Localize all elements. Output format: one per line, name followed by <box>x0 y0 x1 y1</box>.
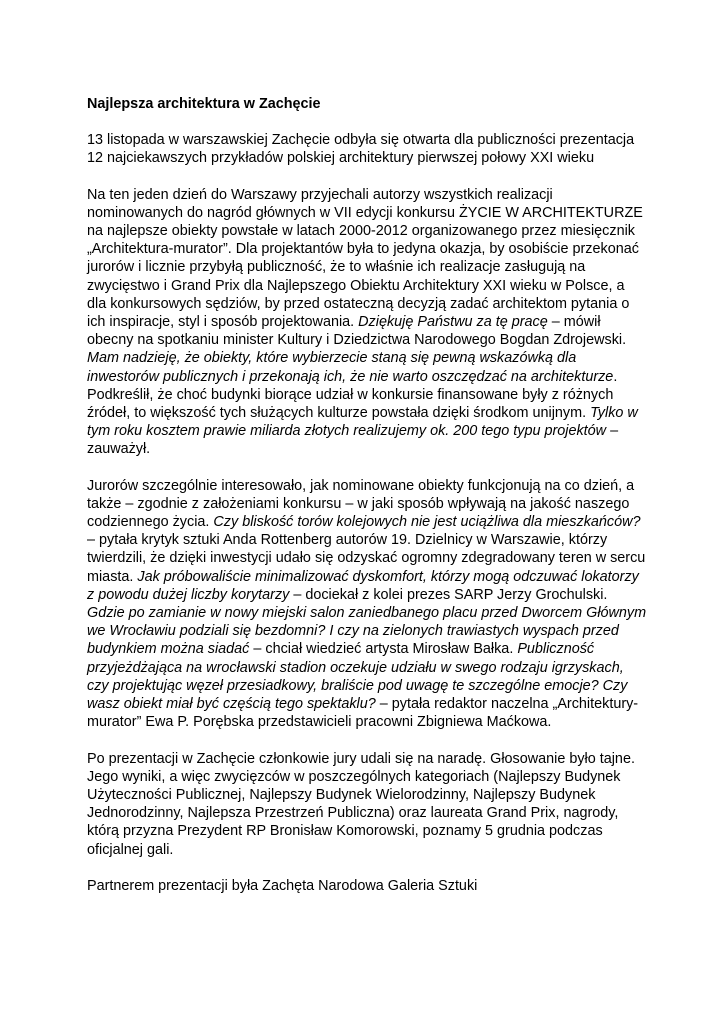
text-run: – dociekał z kolei prezes SARP Jerzy Grochulski. <box>289 586 608 603</box>
article-title: Najlepsza architektura w Zachęcie <box>87 96 321 112</box>
text-run: . Podkreślił, że choć budynki biorące udział w konkursie finansowane były z różnych źródeł, to większość tych służących kulturze powstała dzięki środkom unijnym. <box>87 368 618 422</box>
quote-run: Czy bliskość torów kolejowych nie jest uciążliwa dla mieszkańców? <box>213 514 641 531</box>
text-run: – mówił obecny na spotkaniu minister Kultury i Dziedzictwa Narodowego Bogdan Zdrojewski. <box>87 314 627 349</box>
quote-run: Mam nadzieję, że obiekty, które wybierzecie staną się pewną wskazówką dla inwestorów publicznych i przekonają ich, że nie warto oszczędzać na architekturze <box>87 350 614 385</box>
paragraph-intro: 13 listopada w warszawskiej Zachęcie odbyła się otwarta dla publiczności prezentacja 12 najciekawszych przykładów polskiej architektury pierwszej połowy XXI wieku <box>87 132 635 167</box>
text-run: Jurorów szczególnie interesowało, jak nominowane obiekty funkcjonują na co dzień, a także – zgodnie z założeniami konkursu – w jaki sposób wpływają na jakość naszego codziennego życia. <box>87 477 635 531</box>
quote-run: Gdzie po zamianie w nowy miejski salon zaniedbanego placu przed Dworcem Głównym we Wrocławiu podziali się bezdomni? I czy na zielonych trawiastych wyspach przed budynkiem można siadać <box>87 605 647 658</box>
paragraph-jurors <box>87 477 647 732</box>
quote-run: Publiczność przyjeżdżająca na wrocławski stadion oczekuje udziału w swego rodzaju igrzyskach, czy projektując węzeł przesiadkowy, braliście pod uwagę te szczególne emocje? Czy wasz obiekt miał być częścią tego spektaklu? <box>87 641 628 713</box>
quote-run: Jak próbowaliście minimalizować dyskomfort, którzy mogą odczuwać lokatorzy z powodu dużej liczby korytarzy <box>87 568 639 603</box>
paragraph-results: Po prezentacji w Zachęcie członkowie jury udali się na naradę. Głosowanie było tajne. Jego wyniki, a więc zwycięzców w poszczególnych kategoriach (Najlepszy Budynek Użyteczności Publicznej, Najlepszy Budynek Wielorodzinny, Najlepszy Budynek Jednorodzinny, Najlepsza Przestrzeń Publiczna) oraz laureata Grand Prix, nagrody, którą przyzna Prezydent RP Bronisław Komorowski, poznamy 5 grudnia podczas oficjalnej gali. <box>87 750 635 858</box>
paragraph-authors <box>87 186 647 459</box>
text-run: – zauważył. <box>87 423 619 458</box>
text-run: Na ten jeden dzień do Warszawy przyjechali autorzy wszystkich realizacji nominowanych do nagród głównych w VII edycji konkursu ŻYCIE W ARCHITEKTURZE na najlepsze obiekty powstałe w latach 2000-2012 organizowanego przez miesięcznik „Architektura-murator”. Dla projektantów była to jedyna okazja, by osobiście przekonać jurorów i licznie przybyłą publiczność, że to właśnie ich realizacje zasługują na zwycięstwo i Grand Prix dla Najlepszego Obiektu Architektury XXI wieku w Polsce, a dla konkursowych sędziów, by przed ostateczną decyzją zadać architektom pytania o ich inspiracje, styl i sposób projektowania. <box>87 186 643 331</box>
paragraph-partner: Partnerem prezentacji była Zachęta Narodowa Galeria Sztuki <box>87 877 478 894</box>
quote-run: Tylko w tym roku kosztem prawie miliarda złotych realizujemy ok. 200 tego typu projektów <box>87 405 638 440</box>
text-run: – pytała redaktor naczelna „Architektury-murator” Ewa P. Porębska przedstawicieli pracowni Zbigniewa Maćkowa. <box>87 696 639 731</box>
quote-run: Dziękuję Państwu za tę pracę <box>358 314 548 331</box>
text-run: – chciał wiedzieć artysta Mirosław Bałka. <box>249 641 518 658</box>
text-run: – pytała krytyk sztuki Anda Rottenberg autorów 19. Dzielnicy w Warszawie, którzy twierdzili, że dzięki inwestycji udało się odzyskać ogromny zdegradowany teren w sercu miasta. <box>87 532 646 585</box>
article <box>87 95 647 913</box>
